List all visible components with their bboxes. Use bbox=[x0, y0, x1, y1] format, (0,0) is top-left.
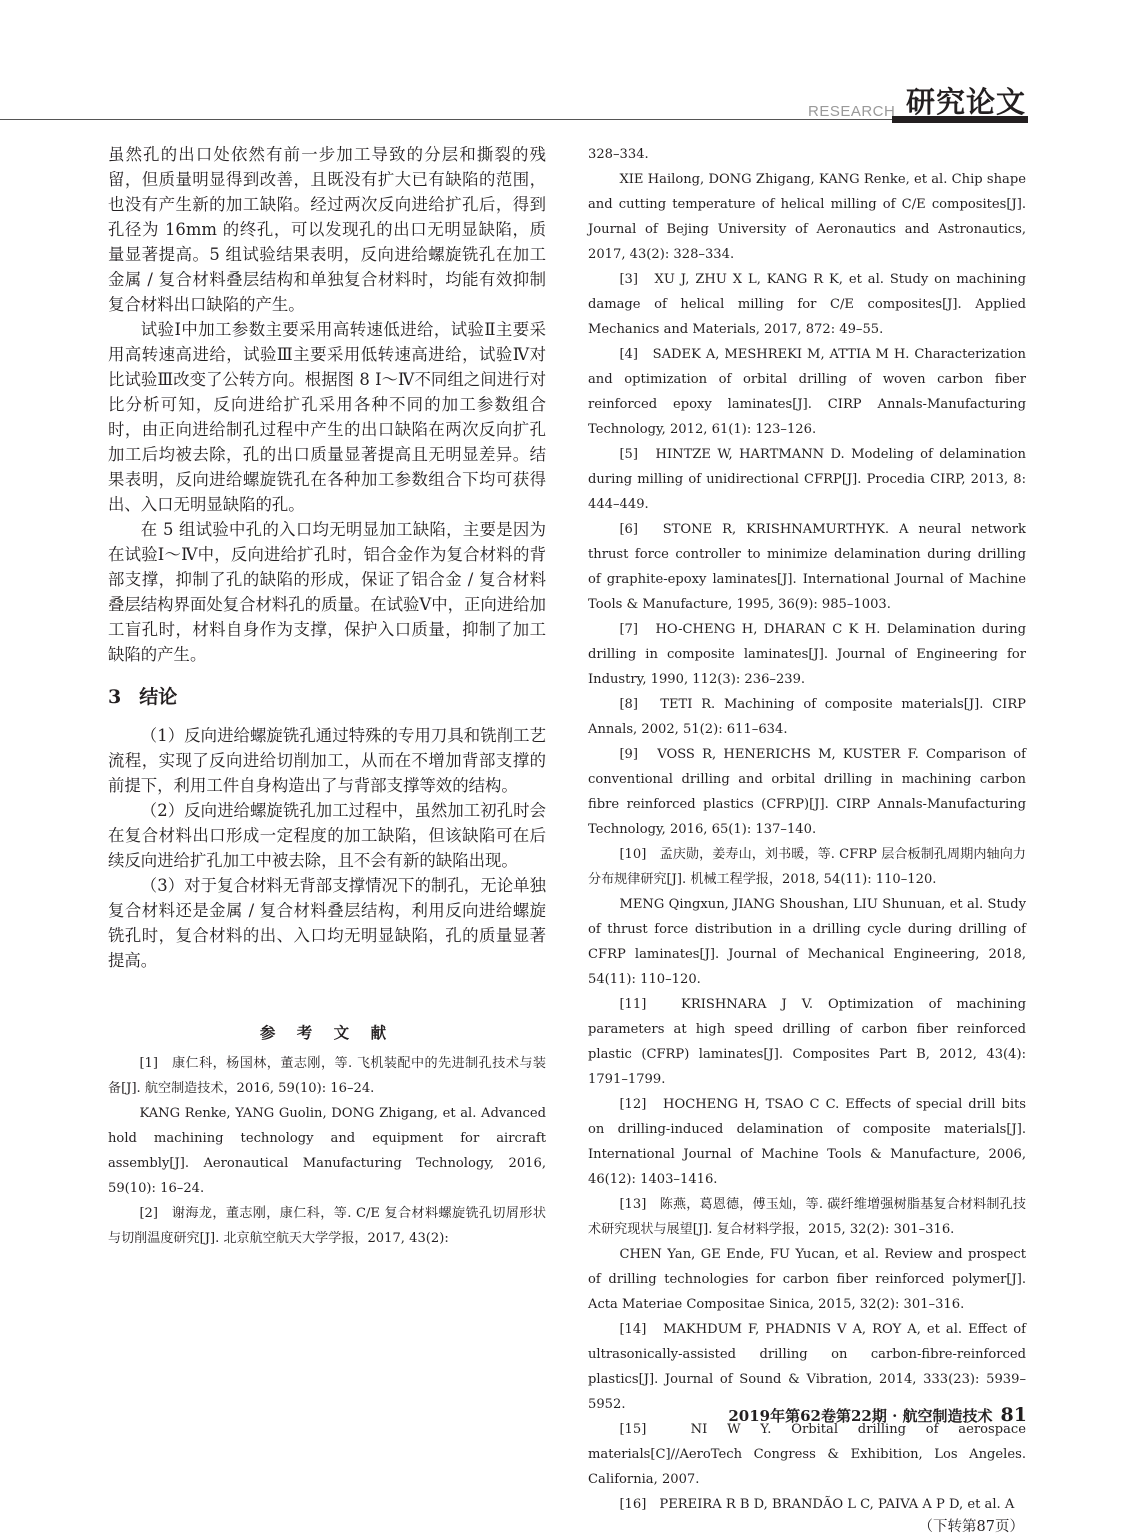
reference-entry: [6] STONE R, KRISHNAMURTHYK. A neural network thrust force controller to minimize delamination during drilling of graphite-epoxy laminates[J]. International Journal of Machine Tools & Manufacture, 1995, 36(9): 985–1003. bbox=[588, 522, 1026, 612]
continued-note: （下转第87页） bbox=[918, 1519, 1024, 1535]
reference-entry: [16] PEREIRA R B D, BRANDÃO L C, PAIVA A P D, et al. A bbox=[619, 1497, 1015, 1512]
body-paragraph: 在 5 组试验中孔的入口均无明显加工缺陷，主要是因为在试验Ⅰ～Ⅳ中，反向进给扩孔时，铝合金作为复合材料的背部支撑，抑制了孔的缺陷的形成，保证了铝合金 / 复合材料叠层结构界面处复合材料孔的质量。在试验Ⅴ中，正向进给加工盲孔时，材料自身作为支撑，保护入口质量，抑制了加工缺陷的产生。 bbox=[108, 520, 546, 664]
section-title: 研究论文 bbox=[906, 85, 1027, 119]
reference-entry: CHEN Yan, GE Ende, FU Yucan, et al. Review and prospect of drilling technologies for carbon fiber reinforced polymer[J]. Acta Materiae Compositae Sinica, 2015, 32(2): 301–316. bbox=[588, 1247, 1026, 1312]
journal-issue: 2019年第62卷第22期 · 航空制造技术 bbox=[728, 1407, 993, 1425]
reference-entry: [13] 陈燕，葛恩德，傅玉灿，等. 碳纤维增强树脂基复合材料制孔技术研究现状与展望[J]. 复合材料学报，2015, 32(2): 301–316. bbox=[588, 1197, 1026, 1237]
conclusion-item: （1）反向进给螺旋铣孔通过特殊的专用刀具和铣削工艺流程，实现了反向进给切削加工，从而在不增加背部支撑的前提下，利用工件自身构造出了与背部支撑等效的结构。 bbox=[108, 726, 546, 795]
reference-entry: [7] HO-CHENG H, DHARAN C K H. Delamination during drilling in composite laminates[J]. Journal of Engineering for Industry, 1990, 112(3): 236–239. bbox=[588, 622, 1026, 687]
reference-entry: [14] MAKHDUM F, PHADNIS V A, ROY A, et al. Effect of ultrasonically-assisted drilling on carbon-fibre-reinforced plastics[J]. Journal of Sound & Vibration, 2014, 333(23): 5939–5952. bbox=[588, 1322, 1026, 1412]
reference-entry: [11] KRISHNARA J V. Optimization of machining parameters at high speed drilling of carbon fiber reinforced plastic (CFRP) laminates[J]. Composites Part B, 2012, 43(4): 1791–1799. bbox=[588, 997, 1026, 1087]
reference-entry: [1] 康仁科，杨国林，董志刚，等. 飞机装配中的先进制孔技术与装备[J]. 航空制造技术，2016, 59(10): 16–24. bbox=[108, 1056, 546, 1096]
reference-continuation: 328–334. bbox=[588, 147, 649, 162]
reference-entry: [3] XU J, ZHU X L, KANG R K, et al. Study on machining damage of helical milling for C/E composites[J]. Applied Mechanics and Materials, 2017, 872: 49–55. bbox=[588, 272, 1026, 337]
section-heading bbox=[108, 683, 546, 711]
reference-entry: XIE Hailong, DONG Zhigang, KANG Renke, et al. Chip shape and cutting temperature of helical milling of C/E composites[J]. Journal of Bejing University of Aeronautics and Astronautics, 2017, 43(2): 328–334. bbox=[588, 172, 1026, 262]
research-label: RESEARCH bbox=[808, 103, 896, 120]
conclusion-item: （2）反向进给螺旋铣孔加工过程中，虽然加工初孔时会在复合材料出口形成一定程度的加工缺陷，但该缺陷可在后续反向进给扩孔加工中被去除，且不会有新的缺陷出现。 bbox=[108, 801, 546, 870]
reference-entry: [9] VOSS R, HENERICHS M, KUSTER F. Comparison of conventional drilling and orbital drilling in machining carbon fibre reinforced plastics (CFRP)[J]. CIRP Annals-Manufacturing Technology, 2016, 65(1): 137–140. bbox=[588, 747, 1026, 837]
reference-entry: [8] TETI R. Machining of composite materials[J]. CIRP Annals, 2002, 51(2): 611–634. bbox=[588, 697, 1026, 737]
conclusion-item: （3）对于复合材料无背部支撑情况下的制孔，无论单独复合材料还是金属 / 复合材料叠层结构，利用反向进给螺旋铣孔时，复合材料的出、入口均无明显缺陷，孔的质量显著提高。 bbox=[108, 876, 546, 970]
reference-entry: [12] HOCHENG H, TSAO C C. Effects of special drill bits on drilling-induced delamination of composite materials[J]. International Journal of Machine Tools & Manufacture, 2006, 46(12): 1403–1416. bbox=[588, 1097, 1026, 1187]
section-heading-text: 结论 bbox=[139, 686, 178, 708]
reference-entry: [15] NI W Y. Orbital drilling of aerospace materials[C]//AeroTech Congress & Exhibition, Los Angeles. California, 2007. bbox=[588, 1422, 1026, 1487]
reference-entry: KANG Renke, YANG Guolin, DONG Zhigang, et al. Advanced hold machining technology and equipment for aircraft assembly[J]. Aeronautical Manufacturing Technology, 2016, 59(10): 16–24. bbox=[108, 1106, 546, 1196]
reference-entry: MENG Qingxun, JIANG Shoushan, LIU Shunuan, et al. Study of thrust force distribution in a drilling cycle during drilling of CFRP laminates[J]. Journal of Mechanical Engineering, 2018, 54(11): 110–120. bbox=[588, 897, 1026, 987]
body-paragraph: 虽然孔的出口处依然有前一步加工导致的分层和撕裂的残留，但质量明显得到改善，且既没有扩大已有缺陷的范围，也没有产生新的加工缺陷。经过两次反向进给扩孔后，得到孔径为 16mm 的终孔，可以发现孔的出口无明显缺陷，质量显著提高。5 组试验结果表明，反向进给螺旋铣孔在加工金属 / 复合材料叠层结构和单独复合材料时，均能有效抑制复合材料出口缺陷的产生。 bbox=[108, 145, 546, 314]
left-column bbox=[108, 142, 546, 1251]
reference-entry: [4] SADEK A, MESHREKI M, ATTIA M H. Characterization and optimization of orbital drilling of woven carbon fiber reinforced epoxy laminates[J]. CIRP Annals-Manufacturing Technology, 2012, 61(1): 123–126. bbox=[588, 347, 1026, 437]
page-number: 81 bbox=[1000, 1404, 1027, 1426]
reference-entry: [5] HINTZE W, HARTMANN D. Modeling of delamination during milling of unidirectional CFRP[J]. Procedia CIRP, 2013, 8: 444–449. bbox=[588, 447, 1026, 512]
body-paragraph: 试验Ⅰ中加工参数主要采用高转速低进给，试验Ⅱ主要采用高转速高进给，试验Ⅲ主要采用低转速高进给，试验Ⅳ对比试验Ⅲ改变了公转方向。根据图 8 Ⅰ～Ⅳ不同组之间进行对比分析可知，反向进给扩孔采用各种不同的加工参数组合时，由正向进给制孔过程中产生的出口缺陷在两次反向扩孔加工后均被去除，孔的出口质量显著提高且无明显差异。结果表明，反向进给螺旋铣孔在各种加工参数组合下均可获得出、入口无明显缺陷的孔。 bbox=[108, 320, 546, 514]
section-heading-number: 3 bbox=[108, 686, 122, 708]
page-footer bbox=[728, 1404, 1027, 1426]
reference-entry: [2] 谢海龙，董志刚，康仁科，等. C/E 复合材料螺旋铣孔切屑形状与切削温度研究[J]. 北京航空航天大学学报，2017, 43(2): bbox=[108, 1206, 546, 1246]
reference-entry: [10] 孟庆勋，姜寿山，刘书暖，等. CFRP 层合板制孔周期内轴向力分布规律研究[J]. 机械工程学报，2018, 54(11): 110–120. bbox=[588, 847, 1026, 887]
references-title: 参 考 文 献 bbox=[259, 1023, 395, 1042]
right-column bbox=[588, 142, 1026, 1537]
